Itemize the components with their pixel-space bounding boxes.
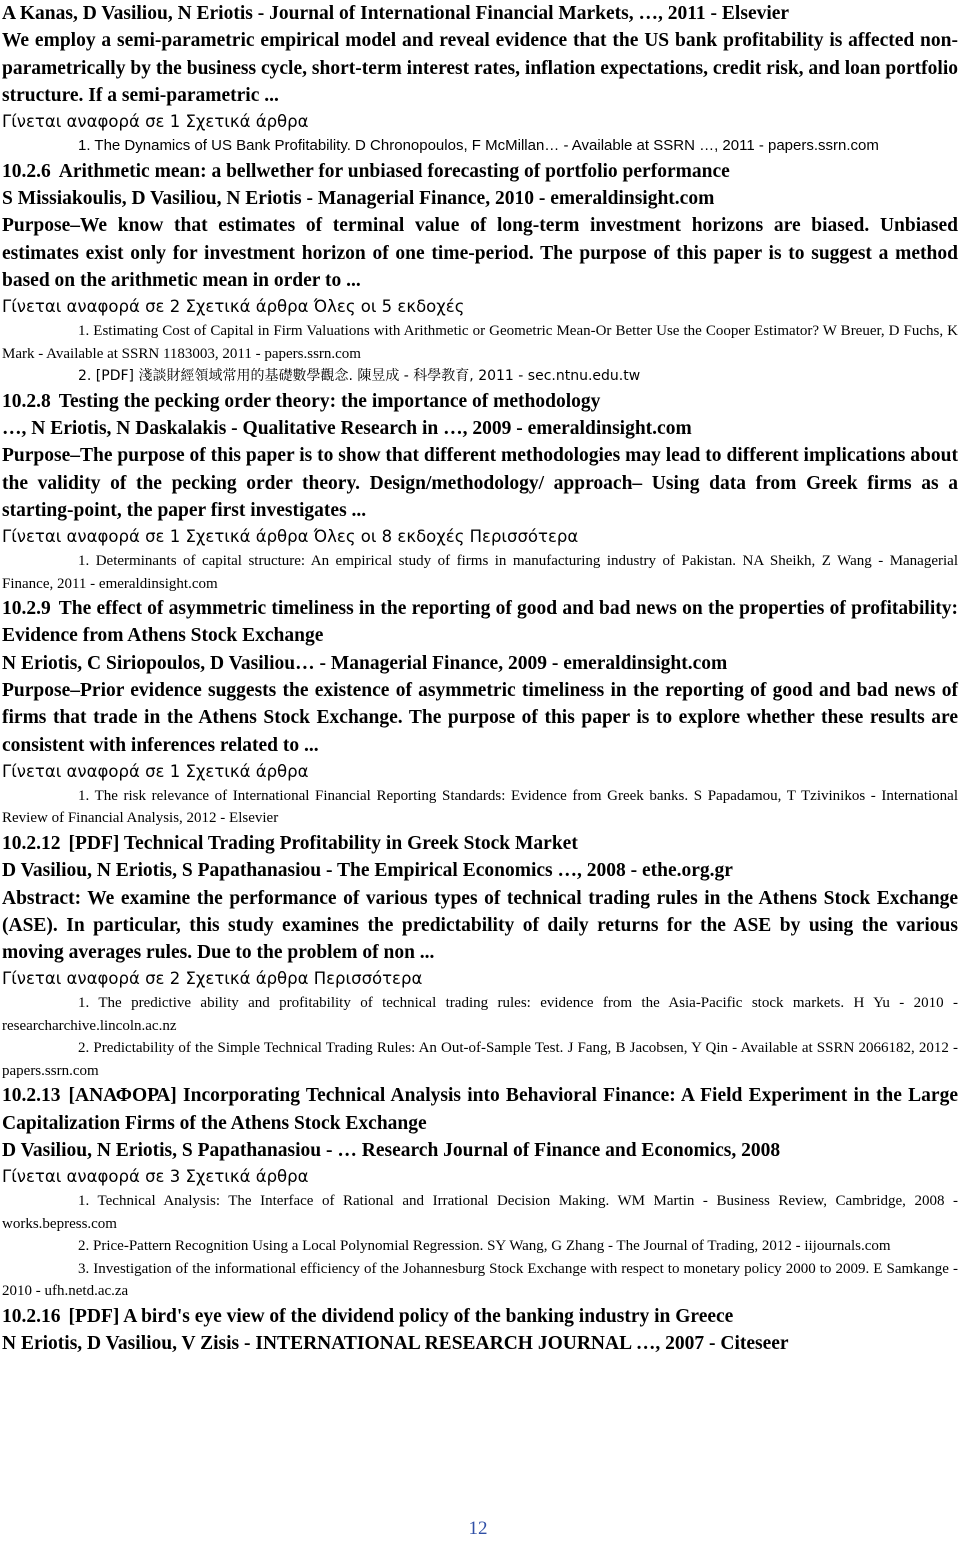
entry-title[interactable]: [PDF] A bird's eye view of the dividend policy of the banking industry in Greece	[68, 1305, 734, 1327]
cited-by-line[interactable]: Γίνεται αναφορά σε 1 Σχετικά άρθρα	[2, 761, 309, 781]
related-article: 1. The Dynamics of US Bank Profitability. D Chronopoulos, F McMillan… - Available at SSRN …, 2011 - papers.ssrn.com	[78, 137, 879, 155]
entry-source: N Eriotis, C Siriopoulos, D Vasiliou… - Managerial Finance, 2009 - emeraldinsight.com	[2, 652, 728, 674]
entry-title-line	[2, 388, 958, 415]
entry-source: N Eriotis, D Vasiliou, V Zisis - INTERNATIONAL RESEARCH JOURNAL …, 2007 - Citeseer	[2, 1333, 789, 1355]
entry-number: 10.2.13	[2, 1085, 61, 1107]
entry-title[interactable]: Testing the pecking order theory: the importance of methodology	[58, 390, 601, 412]
related-article	[2, 365, 958, 388]
cited-by-line[interactable]: Γίνεται αναφορά σε 1 Σχετικά άρθρα	[2, 112, 309, 132]
cited-by-line[interactable]: Γίνεται αναφορά σε 1 Σχετικά άρθρα Όλες οι 8 εκδοχές Περισσότερα	[2, 527, 579, 547]
entry-10-2-8	[2, 388, 958, 595]
entry-title[interactable]: Arithmetic mean: a bellwether for unbiased forecasting of portfolio performance	[58, 160, 730, 182]
entry-10-2-12	[2, 830, 958, 1082]
entry-abstract: We employ a semi-parametric empirical model and reveal evidence that the US bank profitability is affected non-parametrically by the business cycle, short-term interest rates, inflation expectations, credit risk, and loan portfolio structure. If a semi-parametric ...	[2, 30, 958, 106]
entry-abstract: Purpose–We know that estimates of terminal value of long-term investment horizons are biased. Unbiased estimates exist only for investment horizon of one time-period. The purpose of this paper is to suggest a method based on the arithmetic mean in order to ...	[2, 215, 958, 291]
entry-10-2-9	[2, 595, 958, 830]
entry-abstract: Abstract: We examine the performance of various types of technical trading rules in the Athens Stock Exchange (ASE). In particular, this study examines the predictability of daily returns for the ASE by using the various moving averages rules. Due to the problem of non ...	[2, 887, 958, 964]
related-article: 1. Estimating Cost of Capital in Firm Valuations with Arithmetic or Geometric Mean-Or Better Use the Cooper Estimator? W Breuer, D Fuchs, K Mark - Available at SSRN 1183003, 2011 - papers.ssrn.com	[2, 323, 958, 362]
entry-title-line	[2, 1303, 958, 1330]
related-article-text: 2. [PDF] 淺談財經領域常用的基礎數學觀念. 陳昱成 - 科學教育, 2011 - sec.ntnu.edu.tw	[78, 368, 641, 385]
entry-source: A Kanas, D Vasiliou, N Eriotis - Journal of International Financial Markets, …, 2011 - Elsevier	[2, 3, 790, 24]
entry-number: 10.2.6	[2, 160, 51, 182]
page-number: 12	[468, 1518, 488, 1539]
related-article: 1. The risk relevance of International Financial Reporting Standards: Evidence from Greek banks. S Papadamou, T Tzivinikos - International Review of Financial Analysis, 2012 - Elsevier	[2, 787, 958, 827]
entry-number: 10.2.12	[2, 832, 61, 854]
entry-source: S Missiakoulis, D Vasiliou, N Eriotis - Managerial Finance, 2010 - emeraldinsight.com	[2, 187, 715, 209]
entry-abstract: Purpose–The purpose of this paper is to show that different methodologies may lead to different implications about the validity of the pecking order theory. Design/methodology/ approach– Using data from Greek firms as a starting-point, the paper first investigates ...	[2, 445, 958, 521]
related-article: 1. Determinants of capital structure: An empirical study of firms in manufacturing industry of Pakistan. NA Sheikh, Z Wang - Managerial Finance, 2011 - emeraldinsight.com	[2, 553, 958, 592]
entry-number: 10.2.16	[2, 1305, 61, 1327]
entry-number: 10.2.8	[2, 390, 51, 412]
entry-source: …, N Eriotis, N Daskalakis - Qualitative Research in …, 2009 - emeraldinsight.com	[2, 417, 692, 439]
entry-abstract: Purpose–Prior evidence suggests the existence of asymmetric timeliness in the reporting of good and bad news of firms that trade in the Athens Stock Exchange. The purpose of this paper is to explore whether these results are consistent with inferences related to ...	[2, 680, 958, 756]
entry-title-line	[2, 830, 958, 857]
related-article: 1. The predictive ability and profitability of technical trading rules: evidence from the Asia-Pacific stock markets. H Yu - 2010 - researcharchive.lincoln.ac.nz	[2, 995, 958, 1034]
entry-title[interactable]: The effect of asymmetric timeliness in the reporting of good and bad news on the properties of profitability: Evidence from Athens Stock Exchange	[2, 598, 958, 647]
cited-by-line[interactable]: Γίνεται αναφορά σε 2 Σχετικά άρθρα Όλες οι 5 εκδοχές	[2, 297, 465, 317]
entry-title[interactable]: [PDF] Technical Trading Profitability in Greek Stock Market	[68, 832, 578, 854]
entry-source: D Vasiliou, N Eriotis, S Papathanasiou - … Research Journal of Finance and Economics, 2008	[2, 1140, 781, 1162]
entry-title-line	[2, 1082, 958, 1137]
related-article: 1. Technical Analysis: The Interface of Rational and Irrational Decision Making. WM Martin - Business Review, Cambridge, 2008 - works.bepress.com	[2, 1193, 958, 1232]
related-article: 2. Predictability of the Simple Technical Trading Rules: An Out-of-Sample Test. J Fang, B Jacobsen, Y Qin - Available at SSRN 2066182, 2012 - papers.ssrn.com	[2, 1040, 958, 1079]
entry-10-2-13	[2, 1082, 958, 1302]
entry-number: 10.2.9	[2, 598, 51, 620]
cited-by-line[interactable]: Γίνεται αναφορά σε 3 Σχετικά άρθρα	[2, 1167, 309, 1187]
entry-10-2-6	[2, 158, 958, 388]
related-article: 2. Price-Pattern Recognition Using a Local Polynomial Regression. SY Wang, G Zhang - The Journal of Trading, 2012 - iijournals.com	[78, 1238, 891, 1255]
entry-10-2-16	[2, 1303, 958, 1358]
related-article: 3. Investigation of the informational efficiency of the Johannesburg Stock Exchange with respect to monetary policy 2000 to 2009. E Samkange - 2010 - ufh.netd.ac.za	[2, 1260, 958, 1300]
entry-title-line	[2, 158, 958, 185]
cited-by-line[interactable]: Γίνεται αναφορά σε 2 Σχετικά άρθρα Περισσότερα	[2, 969, 423, 989]
entry-title[interactable]: [ΑΝΑΦΟΡΑ] Incorporating Technical Analysis into Behavioral Finance: A Field Experiment in the Large Capitalization Firms of the Athens Stock Exchange	[2, 1085, 958, 1134]
entry-source: D Vasiliou, N Eriotis, S Papathanasiou - The Empirical Economics …, 2008 - ethe.org.gr	[2, 860, 733, 882]
entry-title-line	[2, 595, 958, 650]
entry-top	[2, 0, 958, 158]
